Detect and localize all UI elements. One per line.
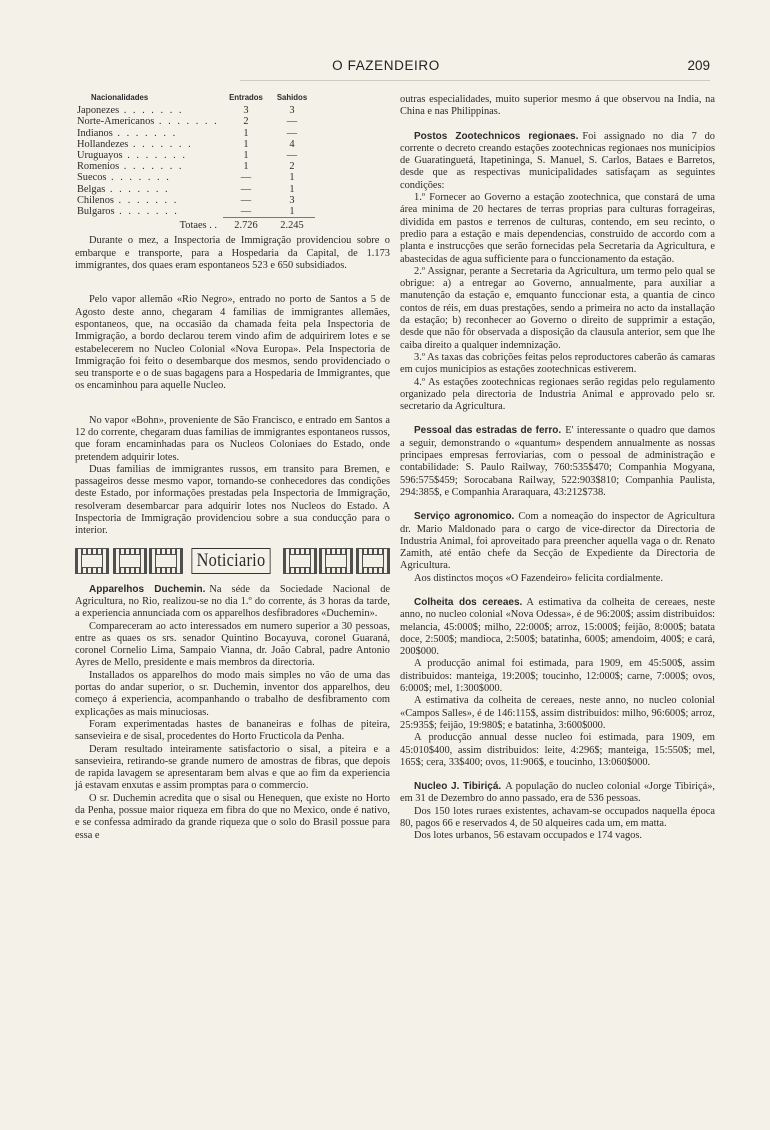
nationality-cell: Indianos . . . . . . . — [77, 127, 178, 139]
sahidas-cell: 3 — [289, 105, 295, 117]
right-column — [400, 94, 715, 843]
nationality-cell: Norte-Americanos . . . . . . . — [77, 116, 219, 128]
section-pessoal: Pessoal das estradas de ferro. E' interessante o quadro que damos a seguir, demonstrando o «quantum» despendem annualmente as nossas principaes empresas ferroviarias, com o pessoal de administração e contabilidade: S. Paulo Railway, 760:535$470; Companhia Mogyana, 596:575$459; Sorocabana Railway, 522:903$810; Companhia Paulista, 294:385$, e Companhia Araraquara, 43:212$738. — [400, 425, 715, 498]
table-row — [77, 206, 315, 218]
paragraph: A estimativa da colheita de cereaes, neste anno, no nucleo colonial «Campos Salles», é de 146:115$, assim distribuidos: milho, 96:600$; arroz, 25:935$; feijão, 19:980$; e batatinha, 3:600$000. — [400, 695, 715, 731]
total-sahidas: 2.245 — [269, 218, 315, 232]
entradas-cell: 1 — [243, 150, 249, 162]
nationality-cell: Bulgaros . . . . . . . — [77, 206, 179, 218]
entradas-cell: 3 — [243, 105, 249, 117]
section-duchemin: Apparelhos Duchemin. Na séde da Sociedade Nacional de Agricultura, no Rio, realizou-se no dia 1.º do corrente, ás 3 horas da tarde, a experiencia annunciada com os apparelhos desfibradores «Duchemin». — [75, 583, 390, 620]
sahidas-cell: — — [286, 127, 298, 139]
header-rule — [240, 80, 710, 81]
sahidas-cell: — — [286, 116, 298, 128]
list-item: 4.º As estações zootechnicas regionaes serão regidas pelo regulamento organizado pela directoria de Industria Animal e approvado pelo sr. secretario da Agricultura. — [400, 376, 715, 413]
sahidas-cell: 1 — [289, 183, 295, 195]
table-row — [77, 161, 315, 172]
paragraph: Foram experimentadas hastes de bananeiras e folhas de piteira, sansevieira e de sisal, procedentes do Horto Fructicola da Penha. — [75, 718, 390, 743]
section-heading: Colheita dos cereaes. — [414, 596, 523, 608]
header-sahidas: Sahidos — [276, 93, 308, 102]
ornament-icon — [283, 548, 317, 574]
paragraph: A producção annual desse nucleo foi estimada, para 1909, em 45:010$400, assim distribuidos: leite, 4:296$; manteiga, 15:550$; mel, 165$; cera, 33$400; ovos, 11:906$, e toucinho, 13:060$000. — [400, 732, 715, 768]
noticiario-banner — [75, 548, 390, 574]
entradas-cell: 1 — [243, 138, 249, 150]
table-row — [77, 150, 315, 161]
section-colheita: Colheita dos cereaes. A estimativa da colheita de cereaes, neste anno, no nucleo colonial «Nova Odessa», é de 96:200$; assim distribuidos: melancia, 45:000$; milho, 22:000$; arroz, 15:000$; feijão, 8:000$; batata doce, 2:500$; mandioca, 2:500$; batatinha, 600$; amendoim, 400$; e cará, 200$000. A producção animal foi estimada, para 1909, em 45:500$, assim distribuidos: manteiga, 19:200$; toucinho, 12:000$; carne, 7:000$; ovos, 6:000$; mel, 1:300$000. A estimativa da colheita de cereaes, neste anno, no nucleo colonial «Campos Salles», é de 146:115$, assim distribuidos: milho, 96:600$; arroz, 25:935$; feijão, 19:980$; e batatinha, 3:600$000. A producção annual desse nucleo foi estimada, para 1909, em 45:010$400, assim distribuidos: leite, 4:296$; manteiga, 15:550$; mel, 165$; cera, 33$400; ovos, 11:906$, e toucinho, 13:060$000. — [400, 596, 715, 768]
ornament-icon — [319, 548, 353, 574]
ornament-icon — [113, 548, 147, 574]
paragraph: Installados os apparelhos do modo mais simples no vão de uma das portas do andar superior, o sr. Duchemin, inventor dos apparelhos, deu começo á experiencia, acompanhando o trabalho de desfibramento com explicações as mais minuciosas. — [75, 669, 390, 718]
paragraph: Aos distinctos moços «O Fazendeiro» felicita cordialmente. — [414, 572, 664, 584]
section-heading: Postos Zootechnicos regionaes. — [414, 130, 579, 142]
totals-row — [77, 218, 315, 232]
totals-label: Totaes . . — [179, 219, 217, 231]
table-row — [77, 184, 315, 195]
list-item: 2.º Assignar, perante a Secretaria da Agricultura, um termo pelo qual se obrigue: a) a entregar ao Governo, annualmente, para auxiliar a manutenção da estação e, emquanto funccionar esta, a quantia de cinco contos de réis, em duas prestações, sendo a primeira no acto da installação da estação; b) reconhecer ao Governo o direito de supprimir a estação, desde que não fôr observada a disposição da clausula anterior, sem que lhe caiba direito a qualquer indemnização. — [400, 265, 715, 351]
sahidas-cell: 3 — [289, 194, 295, 206]
ornament-icon — [356, 548, 390, 574]
nationality-cell: Uruguayos . . . . . . . — [77, 150, 187, 162]
immigration-table — [77, 92, 315, 231]
paragraph: Duas familias de immigrantes russos, em transito para Bremen, e passageiros desse mesmo vapor, tornando-se conhecedores das condições deste Estado, por informações prestadas pela Inspectoria de Immigração, resolveram desembarcar para adquirir lotes nos Nucleos do Estado. A Inspectoria de Immigração providenciou sobre a sua conducção para o interior. — [75, 463, 390, 537]
table-row — [77, 128, 315, 139]
section-heading: Pessoal das estradas de ferro. — [414, 425, 562, 437]
total-entradas: 2.726 — [223, 218, 269, 232]
paragraph: Compareceram ao acto interessados em numero superior a 30 pessoas, entre as quaes os srs. senador Quintino Bocayuva, coronel Guaraná, coronel Cornelio Lima, Sampaio Vianna, dr. João Cabral, padre Antonio Ayres de Mello, presidente e mais membros da directoria. — [75, 620, 390, 669]
sahidas-cell: 1 — [289, 206, 295, 218]
table-row — [77, 195, 315, 206]
sahidas-cell: 4 — [289, 138, 295, 150]
paragraph: Durante o mez, a Inspectoria de Immigração providenciou sobre o embarque e transporte, para a Hospedaria da Capital, de 1.173 immigrantes, dos quaes eram espontaneos 523 e 650 subsidiados. — [75, 235, 390, 272]
nationality-cell: Hollandezes . . . . . . . — [77, 138, 193, 150]
immigration-rows — [77, 105, 315, 218]
entradas-cell: 2 — [243, 116, 249, 128]
header-entradas: Entrados — [229, 93, 263, 102]
sahidas-cell: — — [286, 150, 298, 162]
journal-title: O FAZENDEIRO — [332, 58, 440, 73]
nationality-cell: Japonezes . . . . . . . — [77, 105, 184, 117]
nationality-cell: Romenios . . . . . . . — [77, 161, 184, 173]
header-nationality: Nacionalidades — [91, 93, 149, 102]
left-column — [75, 92, 390, 842]
section-servico: Serviço agronomico. Com a nomeação do inspector de Agricultura dr. Mario Maldonado para o cargo de vice-director da Directoria de Industria Animal, foi aproveitado para preencher aquella vaga o dr. Renato Zamith, até então chefe da Secção de Expediente da Directoria de Agricultura. Aos distinctos moços «O Fazendeiro» felicita cordialmente. — [400, 511, 715, 584]
sahidas-cell: 2 — [289, 161, 295, 173]
ornament-icon — [149, 548, 183, 574]
list-item: 3.º As taxas das cobrições feitas pelos reproductores caberão ás camaras em cujos municipios as estações zootechnicas estiverem. — [400, 351, 715, 376]
ornament-icon — [75, 548, 109, 574]
paragraph: outras especialidades, muito superior mesmo á que observou na India, na China e nas Philippinas. — [400, 94, 715, 118]
paragraph: Dos 150 lotes ruraes existentes, achavam-se occupados naquella época 80, pagos 66 e reservados 4, de 50 alqueires cada um, em matta. — [400, 805, 715, 830]
paragraph: No vapor «Bohn», proveniente de São Francisco, e entrado em Santos a 12 do corrente, chegaram duas familias de immigrantes espontaneos russos, que foram encaminhadas para os Nucleos Coloniaes do Estado, onde pretendem adquirir lotes. — [75, 414, 390, 463]
table-row — [77, 116, 315, 127]
running-header — [62, 58, 710, 78]
entradas-cell: — — [240, 183, 252, 195]
table-row — [77, 139, 315, 150]
entradas-cell: — — [240, 172, 252, 184]
entradas-cell: — — [240, 206, 252, 218]
section-heading: Serviço agronomico. — [414, 511, 515, 523]
paragraph: Pelo vapor allemão «Rio Negro», entrado no porto de Santos a 5 de Agosto deste anno, chegaram 4 familias de immigrantes allemães, espontaneos, que, na occasião da chamada feita pela Inspectoria de Immigração, a bordo declarou terem vindo afim de adquirirem lotes e se estabelecerem no Nucleo Colonial «Nova Europa». Pela Inspectoria de Immigração foi feito o desembarque dos mesmos, sendo providenciado o seu transporte e o de suas bagagens para a Hospedaria de Immigrantes, que os encaminhou para aquelle Nucleo. — [75, 294, 390, 392]
section-postos: Postos Zootechnicos regionaes. Foi assignado no dia 7 do corrente o decreto creando estações zootechnicas regionaes nos municipios de Guaratinguetá, Itapetininga, S. Manuel, S. Carlos, Bataes e Barretos, desde que as respectivas municipalidades satisfaçam as seguintes condições: 1.º Fornecer ao Governo a estação zootechnica, que constará de uma área minima de 20 hectares de terras proprias para culturas forrageiras, dividida em pastos e terrenos de culturas, contendo, em seu recinto, o predio para a estação e mais dependencias, construido de accordo com a planta e instrucções que serão fornecidas pela Secretaria da Agricultura, e abastecidas de agua sufficiente para o funccionamento da estação. 2.º Assignar, perante a Secretaria da Agricultura, um termo pelo qual se obrigue: a) a entregar ao Governo, annualmente, para auxiliar a manutenção da estação e, emquanto funccionar esta, a quantia de cinco contos de réis, em duas prestações, sendo a primeira no acto da installação da estação; b) reconhecer ao Governo o direito de supprimir a estação, desde que não fôr observada a disposição da clausula anterior, sem que lhe caiba direito a qualquer indemnização. 3.º As taxas das cobrições feitas pelos reproductores caberão ás camaras em cujos municipios as estações zootechnicas estiverem. 4.º As estações zootechnicas regionaes serão regidas pelo regulamento organizado pela directoria de Industria Animal e approvado pelo sr. secretario da Agricultura. — [400, 130, 716, 413]
nationality-cell: Belgas . . . . . . . — [77, 183, 170, 195]
paragraph: Dos lotes urbanos, 56 estavam occupados e 174 vagos. — [414, 830, 642, 842]
paragraph: Deram resultado inteiramente satisfactorio o sisal, a piteira e a sansevieira, retirando-se grande numero de amostras de fibras, que depois de rapida lavagem se apresentaram bem alvas e que ao fim da experiencia já estavam enxutas e assim promptas para o commercio. — [75, 743, 390, 792]
entradas-cell: — — [240, 194, 252, 206]
list-item: 1.º Fornecer ao Governo a estação zootechnica, que constará de uma área minima de 20 hectares de terras proprias para culturas forrageiras, dividida em pastos e terrenos de culturas, contendo, em seu recinto, o predio para a estação e mais dependencias, construido de accordo com a planta e instrucções que serão fornecidas pela Secretaria da Agricultura, e abastecidas de agua sufficiente para o funccionamento da estação. — [400, 192, 715, 265]
banner-title: Noticiario — [191, 548, 270, 574]
section-heading: Nucleo J. Tibiriçá. — [414, 781, 502, 793]
paragraph: O sr. Duchemin acredita que o sisal ou Henequen, que existe no Horto da Penha, possue maior riqueza em fibra do que no Mexico, onde é nativo, e se confessa admirado da grande riqueza que o solo do Brasil possue para essa e — [75, 792, 390, 841]
nationality-cell: Chilenos . . . . . . . — [77, 194, 179, 206]
section-heading: Apparelhos Duchemin. — [89, 583, 206, 595]
nationality-cell: Suecos . . . . . . . — [77, 172, 171, 184]
paragraph: A producção animal foi estimada, para 1909, em 45:500$, assim distribuidos: manteiga, 19:200$; toucinho, 12:000$; carne, 7:000$; ovos, 6:000$; mel, 1:300$000. — [400, 658, 715, 695]
table-row — [77, 172, 315, 183]
section-nucleo: Nucleo J. Tibiriçá. A população do nucleo colonial «Jorge Tibiriçá», em 31 de Dezembro do anno passado, era de 536 pessoas. Dos 150 lotes ruraes existentes, achavam-se occupados naquella época 80, pagos 66 e reservados 4, de 50 alqueires cada um, em matta. Dos lotes urbanos, 56 estavam occupados e 174 vagos. — [400, 781, 715, 842]
entradas-cell: 1 — [243, 161, 249, 173]
page-number: 209 — [687, 58, 710, 73]
entradas-cell: 1 — [243, 127, 249, 139]
table-row — [77, 105, 315, 116]
sahidas-cell: 1 — [289, 172, 295, 184]
